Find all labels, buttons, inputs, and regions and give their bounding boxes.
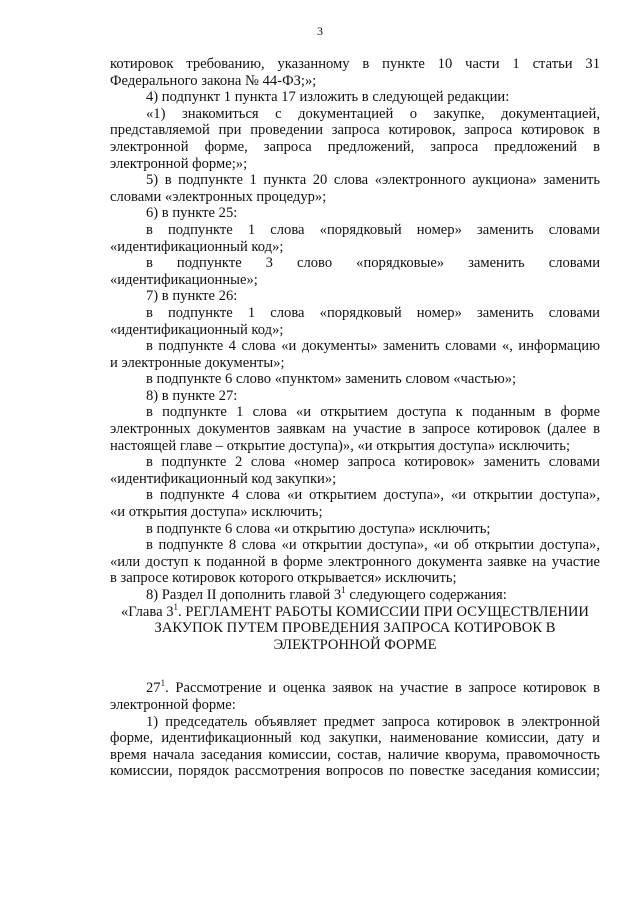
chapter-heading-line: ЗАКУПОК ПУТЕМ ПРОВЕДЕНИЯ ЗАПРОСА КОТИРОВОК В	[154, 620, 556, 637]
text-line: 8) в пункте 27:	[146, 387, 238, 404]
page-number: 3	[317, 24, 323, 38]
text-line: в запросе котировок которого открывается» исключить;	[110, 570, 457, 587]
text-line: в подпункте 6 слова «и открытию доступа» исключить;	[146, 520, 491, 537]
text-line: в подпункте 1 слова «порядковый номер» заменить словами	[146, 221, 600, 238]
text-line: «или доступ к поданной в форме электронного документа заявке на участие	[110, 553, 600, 570]
text-line: в подпункте 8 слова «и открытии доступа», «и об открытии доступа»,	[146, 537, 600, 554]
text-line: представляемой при проведении запроса котировок, запроса котировок в	[110, 122, 600, 139]
text-fragment: . Рассмотрение и оценка заявок на участие в запросе котировок в	[165, 680, 600, 697]
text-line: в подпункте 6 слово «пунктом» заменить словом «частью»;	[146, 371, 517, 388]
text-line: в подпункте 4 слова «и открытием доступа», «и открытии доступа»,	[146, 487, 600, 504]
text-line: словами «электронных процедур»;	[110, 188, 327, 205]
text-line: электронной форме, запроса предложений, запроса предложений в	[110, 138, 600, 155]
text-line: 1) председатель объявляет предмет запроса котировок в электронной	[146, 713, 600, 730]
document-body	[110, 56, 600, 780]
spacer	[110, 653, 600, 680]
text-line: «и открытия доступа» исключить;	[110, 504, 323, 521]
text-line: в подпункте 1 слова «и открытием доступа к поданным в форме	[146, 404, 600, 421]
text-line: комиссии, порядок рассмотрения вопросов по повестке заседания комиссии;	[110, 763, 600, 780]
text-line: Федерального закона № 44-ФЗ;»;	[110, 72, 317, 89]
chapter-heading-line: ЭЛЕКТРОННОЙ ФОРМЕ	[273, 636, 437, 653]
superscript: 1	[341, 585, 346, 595]
text-fragment: следующего содержания:	[345, 587, 507, 603]
text-line: форме, идентификационный код закупки, наименование комиссии, дату и	[110, 730, 600, 747]
text-fragment: 27	[146, 680, 161, 697]
text-line: в подпункте 4 слова «и документы» заменить словами «, информацию	[146, 338, 600, 355]
text-line: электронной форме:	[110, 696, 236, 713]
text-line: 6) в пункте 25:	[146, 205, 238, 222]
chapter-heading-line	[110, 601, 600, 621]
text-line: и электронные документы»;	[110, 354, 285, 371]
text-line: 7) в пункте 26:	[146, 288, 238, 305]
text-line: «идентификационный код закупки»;	[110, 470, 337, 487]
text-line	[110, 587, 600, 604]
superscript: 1	[173, 601, 179, 612]
text-line	[110, 680, 600, 697]
text-line: «1) знакомиться с документацией о закупке, документацией,	[146, 105, 600, 122]
text-line: в подпункте 3 слово «порядковые» заменить словами	[146, 255, 600, 272]
text-line: 5) в подпункте 1 пункта 20 слова «электронного аукциона» заменить	[146, 172, 600, 189]
text-line: время начала заседания комиссии, состав, наличие кворума, правомочность	[110, 746, 600, 763]
text-line: «идентификационные»;	[110, 271, 258, 288]
text-line: в подпункте 1 слова «порядковый номер» заменить словами	[146, 304, 600, 321]
text-line: в подпункте 2 слова «номер запроса котировок» заменить словами	[146, 454, 600, 471]
text-fragment: 8) Раздел II дополнить главой 3	[146, 587, 342, 603]
text-line: электронных документов заявкам на участие в запросе котировок (далее в	[110, 421, 600, 438]
text-line: котировок требованию, указанному в пункте 10 части 1 статьи 31	[110, 56, 600, 72]
text-fragment: . РЕГЛАМЕНТ РАБОТЫ КОМИССИИ ПРИ ОСУЩЕСТВЛЕНИИ	[178, 603, 589, 620]
text-fragment: «Глава 3	[121, 603, 174, 620]
text-line: электронной форме;»;	[110, 155, 248, 172]
text-line: «идентификационный код»;	[110, 238, 284, 255]
superscript: 1	[160, 678, 166, 689]
text-line: 4) подпункт 1 пункта 17 изложить в следующей редакции:	[146, 89, 510, 106]
text-line: настоящей главе – открытие доступа)», «и открытия доступа» исключить;	[110, 437, 571, 454]
text-line: «идентификационный код»;	[110, 321, 284, 338]
